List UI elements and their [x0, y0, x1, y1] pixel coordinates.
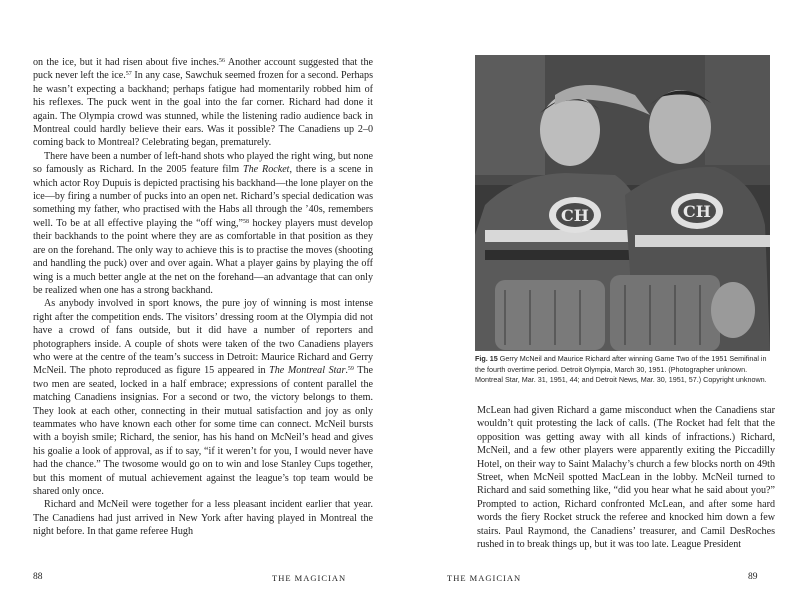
figure-15-photo [475, 55, 770, 351]
italic-title: The Montreal Star [269, 365, 346, 377]
footnote-ref: 59 [347, 366, 354, 373]
svg-text:CH: CH [561, 206, 589, 225]
paragraph [33, 56, 373, 150]
figure-caption-text: Gerry McNeil and Maurice Richard after winning Game Two of the 1951 Semifinal in the fourth overtime period. Detroit Olympia, March 30, 1951. (Photographer unknown. Montreal Star, Mar. 31, 1951, 44; and Detroit News, Mar. 30, 1951, 57.) Copyright unknown. [475, 354, 767, 384]
left-page-body-text [33, 56, 373, 539]
hockey-players-photo-illustration [475, 55, 770, 351]
text-run: hockey players must develop their backhands to the point where they are as comfortable in that position as they are on the forehand. The only way to achieve this is to practise the moves (shooting and handling the puck) over and over again. What a player gains by playing the off wing is a much better angle at the net on the forehand—an advantage that can only be realized when one has a strong backhand. [33, 217, 373, 296]
text-run: In any case, Sawchuk seemed frozen for a second. Perhaps he wasn’t expecting a backhand; perhaps fatigue had momentarily robbed him of his reflexes. The puck went in the goal into the far corner. Richard had done it again. The Olympia crowd was stunned, while the listening radio audience back in Montreal could hardly believe their ears. Was it possible? The Canadiens up 2–0 coming back to Montreal? Celebrating began, prematurely. [33, 70, 374, 149]
right-page-number: 89 [748, 572, 758, 582]
text-run: Richard and McNeil were together for a less pleasant incident earlier that year. The Canadiens had just arrived in New York after having played in Montreal the night before. In that game referee Hugh [33, 499, 373, 538]
right-page [405, 0, 810, 607]
figure-label: Fig. 15 [475, 354, 498, 363]
text-run: . [345, 365, 348, 377]
footnote-ref: 57 [125, 71, 132, 78]
right-page-body-text [477, 404, 775, 551]
text-run: The two men are seated, locked in a half embrace; expressions of content parallel the matching Canadiens insignias. For a second or two, the victory belongs to them. They look at each other, connecting in their mutual satisfaction and joy as only teammates who have known each other for some time can connect. McNeil bursts with a boyish smile; Richard, the senior, has his hand on McNeil’s head and gives his goalie a look of approval, as if to say, “if it weren’t for you, I would never have had the chance.” The twosome would go on to win and lose Stanley Cups together, but this moment of mutual achievement against the league’s top team would be shared only once. [33, 365, 373, 497]
left-page-number: 88 [33, 572, 43, 582]
paragraph [33, 498, 373, 538]
text-run: Another account suggested that the puck never left the ice. [33, 57, 374, 82]
text-run: McLean had given Richard a game misconduct when the Canadiens star wouldn’t quit protesting the lack of calls. (The Rocket had felt that the opposition was getting away with all kinds of infractions.) Richard, McNeil, and a few other players were apparently exiting the Piccadilly Hotel, on their way to Saint Malachy’s church a few blocks north on 49th Street, when McNeil spotted MacLean in the lobby. McNeil turned to Richard and said something like, “did you hear what he said about you?” Prompted to action, Richard confronted McLean, and after some hard words the fiery Rocket struck the referee and knocked him down a few stairs. Paul Raymond, the Canadiens’ treasurer, and Camil DesRoches rushed in to break things up, but it was too late. League President [477, 405, 775, 551]
paragraph [33, 297, 373, 498]
paragraph [477, 404, 775, 551]
italic-title: The Rocket [243, 164, 290, 176]
footnote-ref: 56 [219, 58, 226, 64]
paragraph [33, 150, 373, 297]
right-running-head: THE MAGICIAN [447, 573, 522, 583]
footnote-ref: 58 [242, 218, 249, 225]
figure-caption [475, 354, 775, 386]
text-run: There have been a number of left-hand shots who played the right wing, but none so famously as Richard. In the 2005 feature film [33, 150, 373, 176]
text-run: As anybody involved in sport knows, the pure joy of winning is most intense right after the competition ends. The visitors’ dressing room at the Olympia did not have a crowd of fans outside, but it did have a number of reporters and photographers inside. A couple of shots were taken of the two Canadiens players who were at the centre of the team’s success in Detroit: Maurice Richard and Gerry McNeil. The photo reproduced as figure 15 appeared in [33, 298, 373, 377]
svg-text:CH: CH [683, 202, 711, 221]
left-running-head: THE MAGICIAN [272, 573, 347, 583]
text-run: on the ice, but it had risen about five inches. [33, 57, 220, 68]
text-run: , there is a scene in which actor Roy Dupuis is depicted practising his backhand—the lone player on the ice—by firing a number of pucks into an open net. Richard’s special dedication was something my father, who practised with the Habs all through the ’40s, remembers well. To be at all effective playing the “off wing,” [33, 164, 374, 229]
